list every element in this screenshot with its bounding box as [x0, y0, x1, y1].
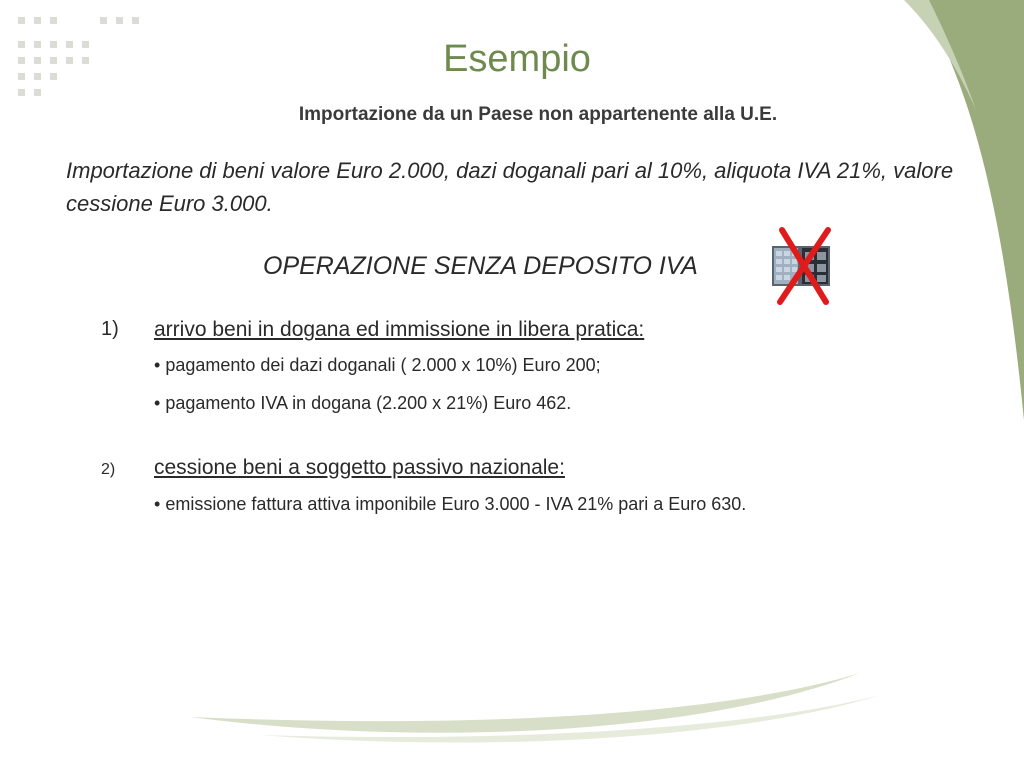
operation-heading: OPERAZIONE SENZA DEPOSITO IVA: [263, 252, 698, 280]
section-1-number: 1): [101, 318, 119, 340]
section-2-number: 2): [101, 461, 116, 478]
intro-paragraph: Importazione di beni valore Euro 2.000, dazi doganali pari al 10%, aliquota IVA 21%, valore cessione Euro 3.000.: [66, 158, 954, 216]
section-2-bullet-1: • emissione fattura attiva imponibile Euro 3.000 - IVA 21% pari a Euro 630.: [154, 494, 746, 515]
section-1-title: arrivo beni in dogana ed immissione in libera pratica:: [154, 318, 645, 341]
section-1-bullet-1: • pagamento dei dazi doganali ( 2.000 x 10%) Euro 200;: [154, 355, 601, 376]
section-1-bullet-2: • pagamento IVA in dogana (2.200 x 21%) Euro 462.: [154, 393, 571, 414]
section-2-title: cessione beni a soggetto passivo nazionale:: [154, 456, 565, 479]
slide-subtitle: Importazione da un Paese non appartenente alla U.E.: [298, 104, 778, 125]
slide-title: Esempio: [443, 38, 591, 80]
warehouse-building-icon: [768, 226, 840, 306]
decorative-bottom-swoosh: [0, 655, 1024, 755]
